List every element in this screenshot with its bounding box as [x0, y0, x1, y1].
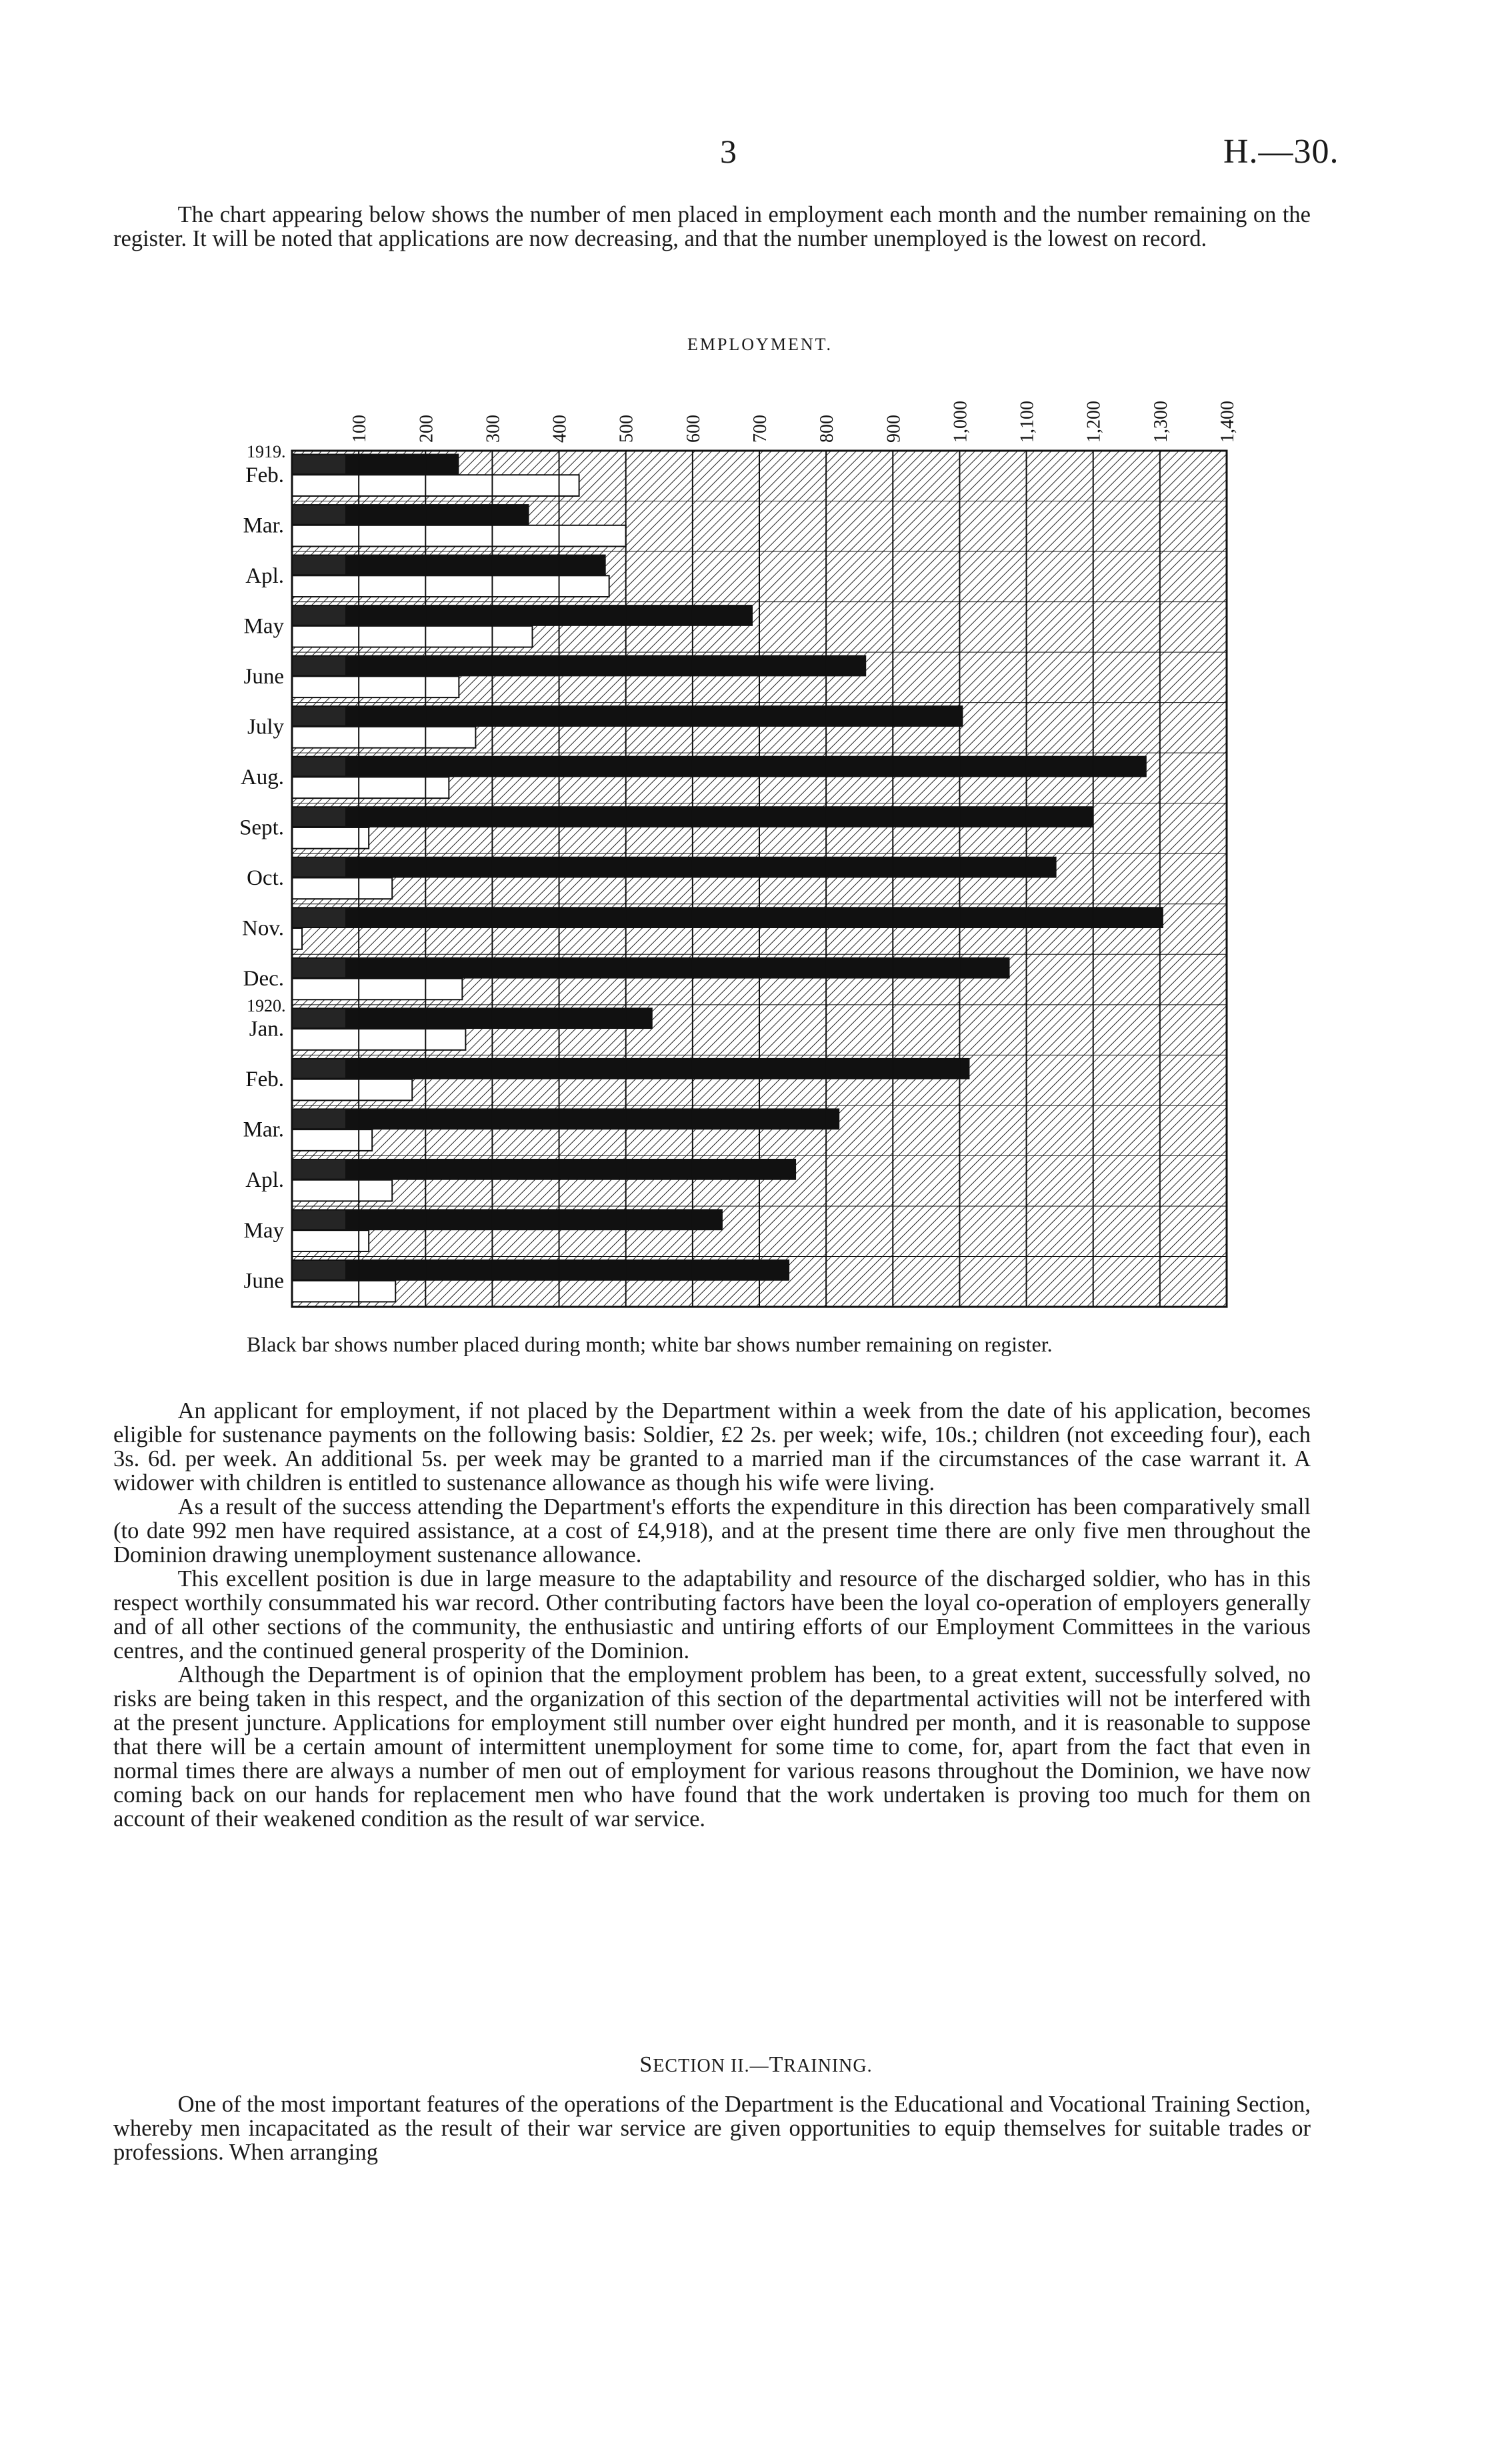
bar-texture: [292, 959, 345, 977]
bar-texture: [292, 858, 345, 877]
bar-texture: [292, 807, 345, 826]
x-tick-label: 1,100: [1017, 401, 1038, 443]
body-paragraph-4: Although the Department is of opinion that the employment problem has been, to a great extent, successfully solved, no risks are being taken in this respect, and the organization of this section of the departmental activities will not be interfered with at the present juncture. Applications for employment still number over eight hundred per month, and it is reasonable to suppose that there will be a certain amount of intermittent unemployment for some time to come, for, apart from the fact that even in normal times there are always a number of men out of employment for various reasons throughout the Dominion, we have now coming back on our hands for replacement men who have found that the work undertaken is proving too much for them on account of their weakened condition as the result of war service.: [113, 1662, 1311, 1832]
body-paragraph-2: As a result of the success attending the Department's efforts the expenditure in this direction has been comparatively small (to date 992 men have required assistance, at a cost of £4,918), and at the present time there are only five men throughout the Dominion drawing unemployment sustenance allowance.: [113, 1494, 1311, 1568]
month-label: July: [247, 715, 284, 739]
intro-text: The chart appearing below shows the number of men placed in employment each month and the number remaining on the register. It will be noted that applications are now decreasing, and that the number unemployed is the lowest on record.: [113, 202, 1311, 251]
x-tick-label: 100: [349, 415, 371, 443]
month-label: Mar.: [243, 513, 284, 538]
body-paragraph-3: This excellent position is due in large measure to the adaptability and resource of the discharged soldier, who has in this respect worthily consummated his war record. Other contributing factors have been the loyal co-operation of employers generally and of all other sections of the community, the enthusiastic and untiring efforts of our Employment Committees in the various centres, and the continued general prosperity of the Dominion.: [113, 1566, 1311, 1664]
month-label: Aug.: [240, 765, 284, 790]
x-tick-label: 400: [549, 415, 571, 443]
x-tick-label: 200: [416, 415, 437, 443]
x-tick-label: 900: [883, 415, 905, 443]
year-label: 1920.: [247, 995, 286, 1015]
section-heading-tail: RAINING.: [783, 2056, 873, 2076]
bar-placed: [292, 705, 963, 727]
x-tick-label: 1,400: [1217, 401, 1238, 443]
x-tick-label: 1,300: [1150, 401, 1171, 443]
bar-register: [292, 1079, 412, 1101]
month-label: Feb.: [245, 1067, 284, 1092]
bar-register: [292, 676, 459, 697]
bar-texture: [292, 556, 345, 575]
x-tick-label: 1,000: [950, 401, 971, 443]
bar-register: [292, 928, 302, 949]
bar-placed: [292, 1007, 653, 1029]
section-heading-mid: ECTION II.—: [653, 2056, 769, 2076]
bar-placed: [292, 1159, 796, 1180]
month-label: Feb.: [245, 463, 284, 487]
bar-texture: [292, 1109, 345, 1128]
bar-placed: [292, 1260, 789, 1281]
x-tick-label: 600: [683, 415, 704, 443]
bar-register: [292, 727, 475, 748]
bar-texture: [292, 707, 345, 725]
month-label: Nov.: [242, 916, 284, 941]
bar-texture: [292, 1210, 345, 1229]
bar-placed: [292, 756, 1147, 777]
body-paragraph-1: An applicant for employment, if not placed by the Department within a week from the date of his application, becomes eligible for sustenance payments on the following basis: Soldier, £2 2s. per week; wife, 10s.; children (not exceeding four), each 3s. 6d. per week. An additional 5s. per week may be granted to a married man if the circumstances of the case warrant it. A widower with children is entitled to sustenance allowance as though his wife were living.: [113, 1398, 1311, 1496]
bar-placed: [292, 1108, 839, 1129]
bar-register: [292, 1281, 395, 1302]
bar-register: [292, 575, 609, 597]
document-reference: H.—30.: [1223, 133, 1339, 171]
bar-register: [292, 475, 579, 496]
bar-texture: [292, 908, 345, 927]
x-tick-label: 800: [817, 415, 838, 443]
bar-register: [292, 1029, 465, 1050]
month-label: Mar.: [243, 1117, 284, 1142]
month-label: Apl.: [245, 1168, 284, 1193]
month-label: Jan.: [249, 1017, 284, 1041]
bar-placed: [292, 857, 1057, 878]
bar-register: [292, 979, 462, 1000]
section-heading-t: T: [769, 2052, 784, 2077]
bar-register: [292, 827, 369, 849]
bar-texture: [292, 455, 345, 474]
month-label: Oct.: [247, 866, 284, 891]
bar-texture: [292, 606, 345, 625]
year-label: 1919.: [247, 442, 286, 461]
bar-register: [292, 1180, 392, 1201]
bar-register: [292, 1230, 369, 1252]
section-heading-initial: S: [639, 2052, 653, 2077]
bar-texture: [292, 1009, 345, 1027]
chart-caption: Black bar shows number placed during month; white bar shows number remaining on register.: [247, 1332, 1053, 1356]
section-heading: [0, 2052, 1512, 2078]
body-section: [113, 1399, 1311, 1831]
x-tick-label: 700: [750, 415, 771, 443]
x-tick-label: 300: [483, 415, 504, 443]
month-label: Dec.: [243, 967, 284, 991]
month-label: May: [243, 614, 284, 639]
bar-register: [292, 626, 533, 647]
bar-placed: [292, 1058, 969, 1079]
bar-placed: [292, 1209, 723, 1230]
bar-texture: [292, 1261, 345, 1280]
bar-texture: [292, 505, 345, 524]
month-label: June: [243, 664, 284, 689]
x-tick-label: 1,200: [1083, 401, 1105, 443]
bar-register: [292, 877, 392, 899]
bar-register: [292, 525, 626, 547]
bar-placed: [292, 957, 1010, 979]
bar-texture: [292, 657, 345, 675]
x-tick-label: 500: [616, 415, 637, 443]
bar-placed: [292, 907, 1163, 928]
month-label: June: [243, 1269, 284, 1294]
section2-paragraph: One of the most important features of the operations of the Department is the Educational and Vocational Training Section, whereby men incapacitated as the result of their war service are given opportunities to equip themselves for suitable trades or professions. When arranging: [113, 2092, 1311, 2165]
bar-placed: [292, 605, 753, 626]
section2-body: [113, 2092, 1311, 2164]
page-number: 3: [720, 133, 737, 170]
month-label: Sept.: [239, 815, 284, 840]
month-label: May: [243, 1218, 284, 1243]
bar-texture: [292, 1160, 345, 1179]
bar-texture: [292, 757, 345, 776]
bar-placed: [292, 655, 866, 677]
bar-register: [292, 1129, 372, 1151]
month-label: Apl.: [245, 563, 284, 588]
bar-texture: [292, 1059, 345, 1078]
chart-title: EMPLOYMENT.: [687, 335, 833, 354]
